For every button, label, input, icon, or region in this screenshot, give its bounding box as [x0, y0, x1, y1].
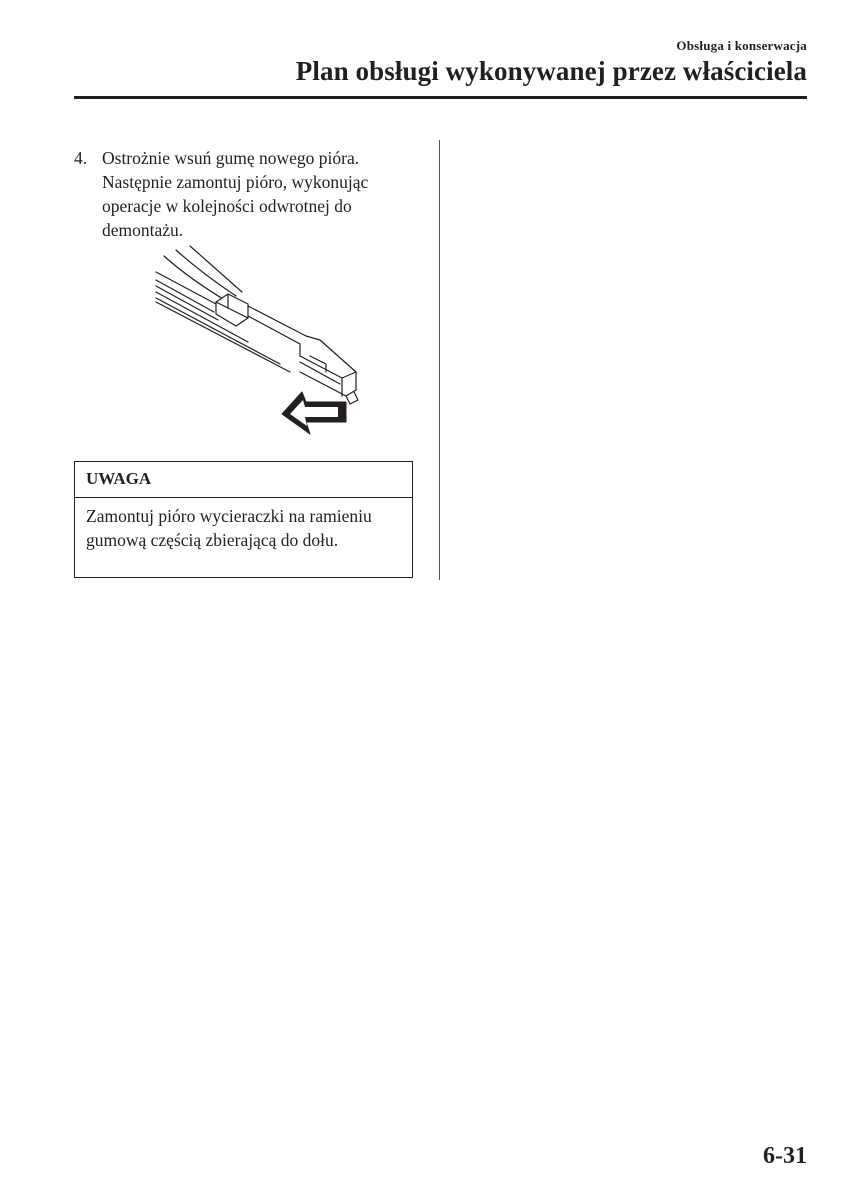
header-rule	[74, 96, 807, 99]
step-text: Ostrożnie wsuń gumę nowego pióra. Następnie zamontuj pióro, wykonując operacje w kolejności odwrotnej do demontażu.	[102, 148, 369, 240]
note-box	[74, 461, 413, 578]
note-heading: UWAGA	[75, 462, 412, 498]
section-label: Obsługa i konserwacja	[676, 38, 807, 53]
column-divider	[439, 140, 440, 580]
page-number: 6-31	[763, 1143, 807, 1169]
note-text: Zamontuj pióro wycieraczki na ramieniu gumową częścią zbierającą do dołu.	[86, 506, 372, 550]
wiper-blade-illustration	[150, 244, 380, 444]
wiper-blade-drawing	[150, 244, 380, 444]
step-number: 4.	[74, 148, 88, 168]
push-arrow-icon	[282, 392, 346, 434]
page-title: Plan obsługi wykonywanej przez właściciela	[295, 56, 807, 86]
